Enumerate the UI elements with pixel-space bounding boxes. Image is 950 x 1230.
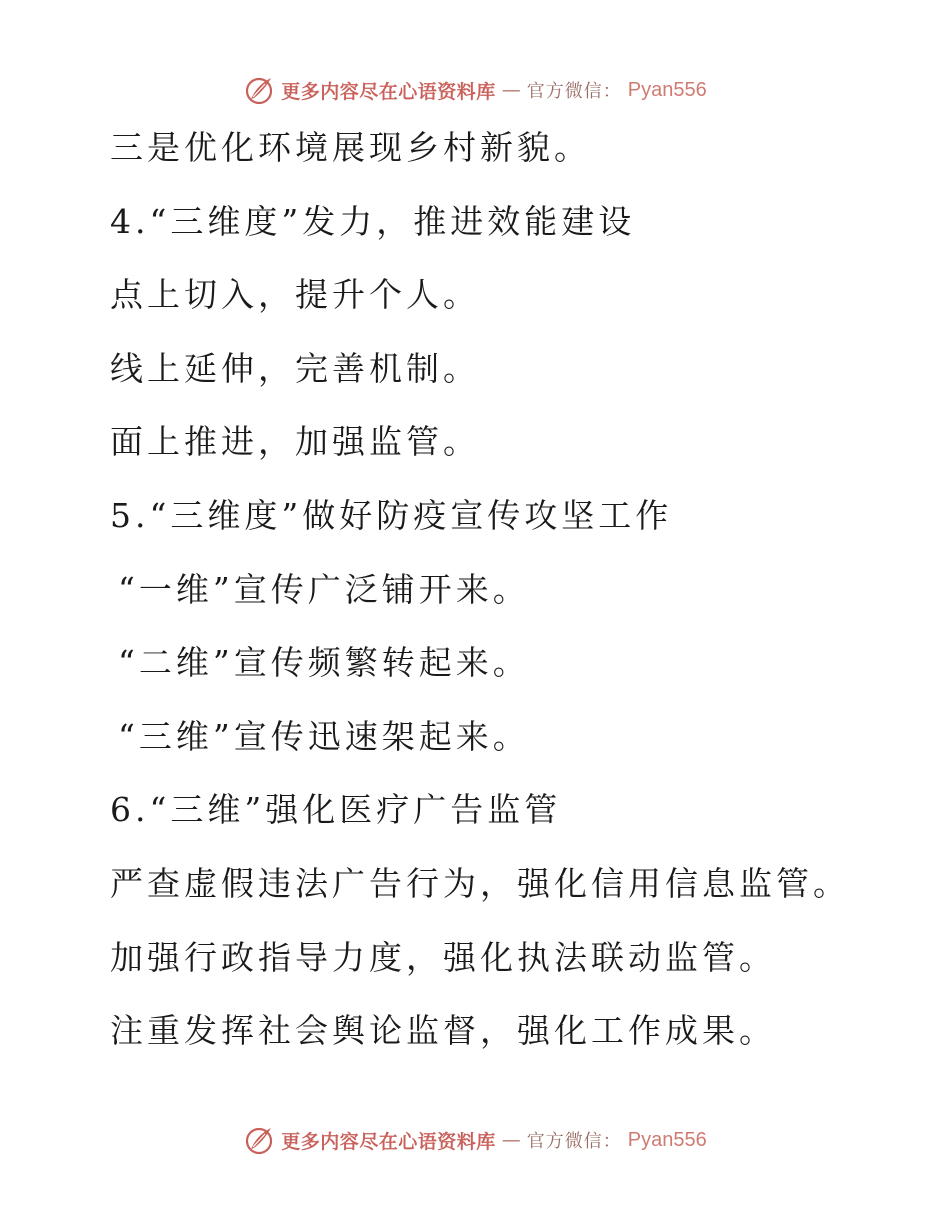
text-line: 严查虚假违法广告行为，强化信用信息监管。: [110, 863, 850, 903]
section-heading: 6.“三维”强化医疗广告监管: [110, 790, 562, 830]
watermark-wechat-label: 官方微信：: [526, 1131, 622, 1152]
watermark-wechat-id: Pyan556: [627, 78, 707, 101]
text-line: 线上延伸，完善机制。: [110, 348, 480, 388]
text-line: 三是优化环境展现乡村新貌。: [110, 128, 591, 167]
text-line: 注重发挥社会舆论监督，强化工作成果。: [110, 1011, 776, 1051]
text-line: “二维”宣传频繁转起来。: [118, 643, 530, 683]
section-heading: 5.“三维度”做好防疫宣传攻坚工作: [110, 495, 673, 535]
feather-pen-icon: [243, 1124, 275, 1156]
text-line: 加强行政指导力度，强化执法联动监管。: [110, 937, 776, 977]
header-watermark: [0, 70, 950, 110]
section-heading: 4.“三维度”发力，推进效能建设: [110, 201, 636, 241]
watermark-main-text: 更多内容尽在心语资料库: [281, 1130, 496, 1153]
watermark-separator: —: [501, 79, 521, 101]
text-line: 点上切入，提升个人。: [110, 275, 480, 315]
watermark-main-text: 更多内容尽在心语资料库: [281, 80, 496, 103]
watermark-wechat-id: Pyan556: [627, 1128, 707, 1151]
watermark-wechat-label: 官方微信：: [526, 81, 622, 102]
feather-pen-icon: [243, 74, 275, 106]
document-body: [110, 122, 910, 1079]
text-line: 面上推进，加强监管。: [110, 422, 480, 462]
watermark-separator: —: [501, 1129, 521, 1151]
text-line: “一维”宣传广泛铺开来。: [118, 569, 530, 609]
text-line: “三维”宣传迅速架起来。: [118, 716, 530, 756]
footer-watermark: [0, 1120, 950, 1160]
